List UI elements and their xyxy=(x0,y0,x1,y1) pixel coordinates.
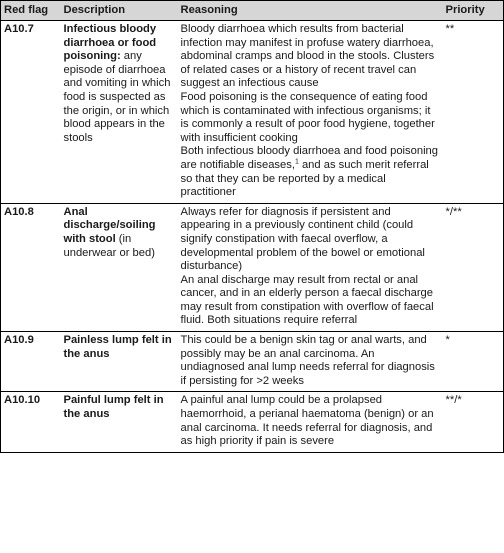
description-title: Painful lump felt in the anus xyxy=(63,394,164,421)
table-row xyxy=(1,203,504,331)
flag-description xyxy=(61,21,178,204)
footnote-ref: 1 xyxy=(294,158,299,166)
description-title: Painless lump felt in the anus xyxy=(63,334,172,360)
header-priority: Priority xyxy=(443,1,504,21)
flag-description xyxy=(61,392,178,452)
header-red-flag: Red flag xyxy=(1,1,61,21)
flag-code: A10.7 xyxy=(1,21,61,204)
reasoning-text: and as such merit referral so that they can be reported by a medical practitioner xyxy=(180,158,429,199)
reasoning-paragraph: Food poisoning is the consequence of eating food which is contaminated with infectious organisms; it is commonly a result of poor food hygiene, together with insufficient cooking xyxy=(180,90,435,144)
flag-code: A10.8 xyxy=(1,203,61,331)
flag-description xyxy=(61,203,178,331)
header-reasoning: Reasoning xyxy=(178,1,443,21)
header-row xyxy=(1,1,504,21)
table-row xyxy=(1,392,504,452)
flag-priority: ** xyxy=(443,21,504,204)
flag-code: A10.10 xyxy=(1,392,61,452)
description-title: Infectious bloody diarrhoea or food poisoning: xyxy=(63,23,157,63)
flag-priority: **/* xyxy=(443,392,504,452)
flag-reasoning xyxy=(178,203,443,331)
reasoning-paragraph: Always refer for diagnosis if persistent and appearing in a previously continent child (could signify constipation with faecal overflow, a developmental problem of the bowel or emotional disturbance) xyxy=(180,205,425,273)
flag-description xyxy=(61,332,178,392)
reasoning-paragraph: A painful anal lump could be a prolapsed haemorrhoid, a perianal haematoma (benign) or an anal carcinoma. It needs referral for diagnosis, and as high priority if pain is severe xyxy=(180,394,434,448)
table-row xyxy=(1,21,504,204)
reasoning-text: Both infectious bloody diarrhoea and food poisoning are notifiable diseases, xyxy=(180,145,438,171)
reasoning-paragraph xyxy=(181,145,440,199)
flag-reasoning xyxy=(178,21,443,204)
reasoning-paragraph: An anal discharge may result from rectal or anal cancer, and in an elderly person a faecal discharge may result from constipation with overflow of faecal fluid. Both situations require referral xyxy=(180,273,434,327)
header-description: Description xyxy=(61,1,178,21)
flag-reasoning xyxy=(178,332,443,392)
flag-code: A10.9 xyxy=(1,332,61,392)
description-detail: any episode of diarrhoea and vomiting in which food is suspected as the origin, or in which blood appears in the stools xyxy=(63,50,171,144)
flag-priority: * xyxy=(443,332,504,392)
reasoning-paragraph: Bloody diarrhoea which results from bacterial infection may manifest in profuse watery diarrhoea, abdominal cramps and blood in the stools. Clusters of related cases or a history of recent travel can suggest an infectious cause xyxy=(180,23,435,90)
table-row xyxy=(1,332,504,392)
reasoning-paragraph: This could be a benign skin tag or anal warts, and possibly may be an anal carcinoma. An undiagnosed anal lump needs referral for diagnosis if persisting for >2 weeks xyxy=(180,334,435,387)
description-title: Anal discharge/soiling with stool xyxy=(63,205,156,245)
flag-priority: */** xyxy=(443,203,504,331)
flag-reasoning xyxy=(178,392,443,452)
description-detail: (in underwear or bed) xyxy=(63,232,155,259)
